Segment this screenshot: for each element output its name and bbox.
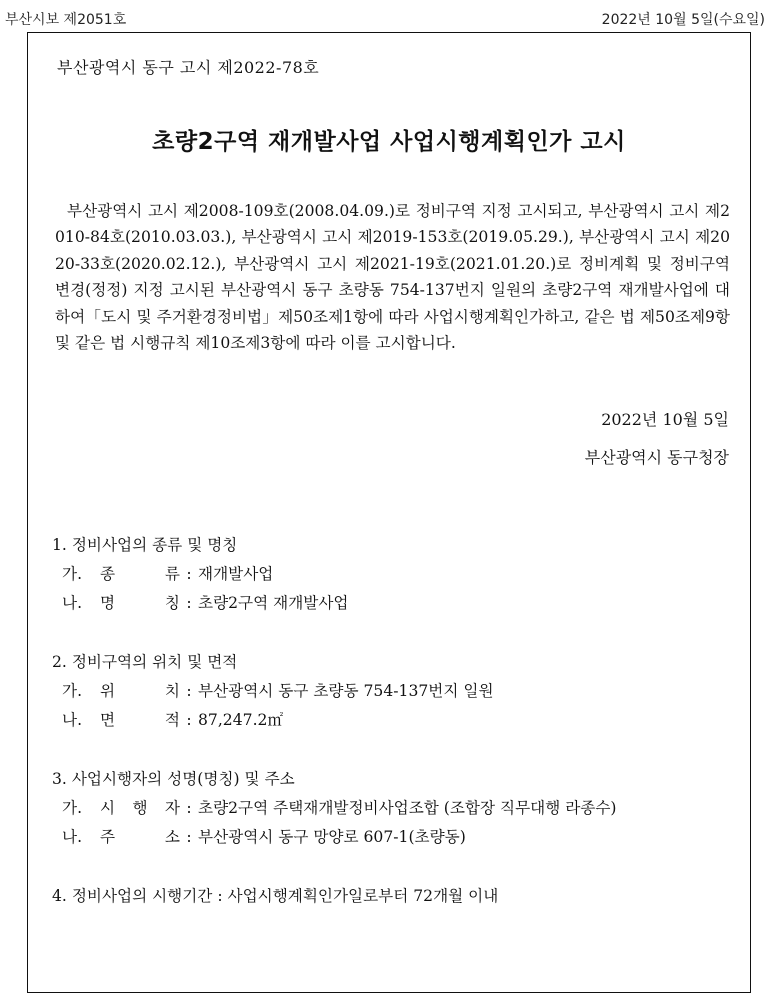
section-item [52,706,494,735]
item-label: 종 류 [100,565,180,583]
notice-title: 초량2구역 재개발사업 사업시행계획인가 고시 [152,129,626,155]
notice-number: 부산광역시 동구 고시 제2022-78호 [57,58,320,77]
running-header [5,9,765,29]
item-mark: 나. [62,828,83,846]
gazette-date: 2022년 10월 5일(수요일) [601,12,765,28]
item-value: 87,247.2㎡ [198,711,284,729]
item-colon: : [186,565,192,583]
notice-frame [27,32,751,993]
notice-issuer: 부산광역시 동구청장 [584,448,729,467]
item-colon: : [186,799,192,817]
gazette-issue: 부산시보 제2051호 [5,12,127,28]
section-item [52,823,617,852]
item-label: 주 소 [100,828,180,846]
section-heading: 3. 사업시행자의 성명(명칭) 및 주소 [52,770,295,788]
item-label: 시 행 자 [100,799,180,817]
notice-date: 2022년 10월 5일 [601,410,729,429]
item-value: 재개발사업 [198,565,274,583]
section-operator [52,765,617,852]
item-colon: : [186,594,192,612]
item-label: 위 치 [100,682,180,700]
item-value: 초량2구역 재개발사업 [198,594,349,612]
section-location-area [52,648,494,735]
item-mark: 나. [62,594,83,612]
section-project-type [52,531,348,618]
item-value: 부산광역시 동구 망양로 607-1(초량동) [198,828,466,846]
item-value: 부산광역시 동구 초량동 754-137번지 일원 [198,682,494,700]
section-item [52,794,617,823]
section-heading: 4. 정비사업의 시행기간 : 사업시행계획인가일로부터 72개월 이내 [52,887,499,905]
item-colon: : [186,682,192,700]
item-mark: 가. [62,565,83,583]
item-mark: 가. [62,799,83,817]
section-item [52,677,494,706]
item-label: 명 칭 [100,594,180,612]
section-heading: 2. 정비구역의 위치 및 면적 [52,653,238,671]
item-colon: : [186,711,192,729]
section-item [52,589,348,618]
notice-body: 부산광역시 고시 제2008-109호(2008.04.09.)로 정비구역 지정 고시되고, 부산광역시 고시 제2010-84호(2010.03.03.), 부산광역시 고시 제2019-153호(2019.05.29.), 부산광역시 고시 제2020-33호(2020.02.12.), 부산광역시 고시 제2021-19호(2021.01.20.)로 정비계획 및 정비구역 변경(정정) 지정 고시된 부산광역시 동구 초량동 754-137번지 일원의 초량2구역 재개발사업에 대하여「도시 및 주거환경정비법」제50조제1항에 따라 사업시행계획인가하고, 같은 법 제50조제9항 및 같은 법 시행규칙 제10조제3항에 따라 이를 고시합니다. [55,202,730,353]
item-colon: : [186,828,192,846]
section-heading: 1. 정비사업의 종류 및 명칭 [52,536,238,554]
item-mark: 나. [62,711,83,729]
section-item [52,560,348,589]
section-period [52,882,498,911]
item-mark: 가. [62,682,83,700]
item-label: 면 적 [100,711,180,729]
item-value: 초량2구역 주택재개발정비사업조합 (조합장 직무대행 라종수) [198,799,617,817]
